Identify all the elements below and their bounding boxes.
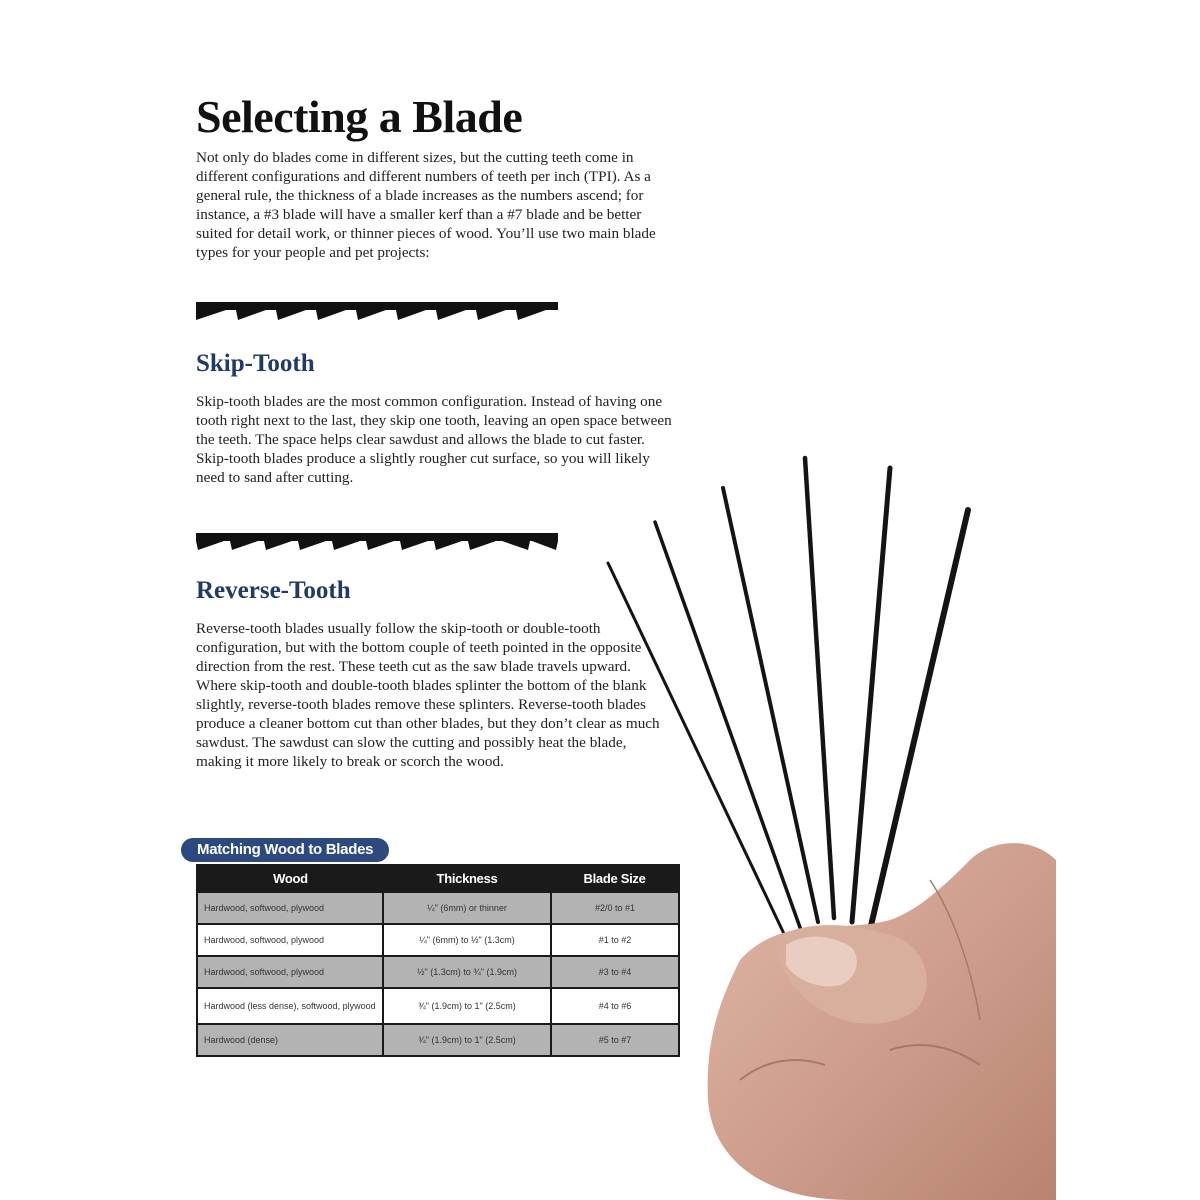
column-header-blade-size: Blade Size xyxy=(551,865,679,892)
cell-wood: Hardwood, softwood, plywood xyxy=(197,924,383,956)
cell-blade-size: #1 to #2 xyxy=(551,924,679,956)
cell-blade-size: #2/0 to #1 xyxy=(551,892,679,924)
skip-tooth-heading: Skip-Tooth xyxy=(196,350,315,377)
skip-tooth-paragraph: Skip-tooth blades are the most common configuration. Instead of having one tooth right next to the last, they skip one tooth, leaving an open space between the teeth. The space helps clear sawdust and allows the blade to cut faster. Skip-tooth blades produce a slightly rougher cut surface, so you will likely need to sand after cutting. xyxy=(196,393,672,486)
hand xyxy=(708,843,1056,1200)
page-title: Selecting a Blade xyxy=(196,91,523,142)
column-header-thickness: Thickness xyxy=(383,865,551,892)
table-title-tab: Matching Wood to Blades xyxy=(181,838,389,862)
cell-wood: Hardwood, softwood, plywood xyxy=(197,892,383,924)
cell-blade-size: #5 to #7 xyxy=(551,1024,679,1056)
reverse-tooth-heading: Reverse-Tooth xyxy=(196,577,351,604)
column-header-wood: Wood xyxy=(197,865,383,892)
intro-paragraph: Not only do blades come in different sizes, but the cutting teeth come in different configurations and different numbers of teeth per inch (TPI). As a general rule, the thickness of a blade increases as the numbers ascend; for instance, a #3 blade will have a smaller kerf than a #7 blade and be better suited for detail work, or thinner pieces of wood. You’ll use two main blade types for your people and pet projects: xyxy=(196,149,656,261)
cell-wood: Hardwood (less dense), softwood, plywood xyxy=(197,988,383,1024)
reverse-tooth-blade-illustration xyxy=(196,530,558,552)
cell-blade-size: #3 to #4 xyxy=(551,956,679,988)
reverse-tooth-paragraph: Reverse-tooth blades usually follow the skip-tooth or double-tooth configuration, but with the bottom couple of teeth pointed in the opposite direction from the rest. These teeth cut as the saw blade travels upward. Where skip-tooth and double-tooth blades splinter the bottom of the blank slightly, reverse-tooth blades remove these splinters. Reverse-tooth blades produce a cleaner bottom cut than other blades, but they don’t clear as much sawdust. The sawdust can slow the cutting and possibly heat the blade, making it more likely to break or scorch the wood. xyxy=(196,620,660,770)
cell-wood: Hardwood (dense) xyxy=(197,1024,383,1056)
cell-thickness: ¼" (6mm) to ½" (1.3cm) xyxy=(383,924,551,956)
skip-tooth-blade-illustration xyxy=(196,300,558,322)
cell-thickness: ¾" (1.9cm) to 1" (2.5cm) xyxy=(383,988,551,1024)
cell-thickness: ¼" (6mm) or thinner xyxy=(383,892,551,924)
cell-thickness: ½" (1.3cm) to ¾" (1.9cm) xyxy=(383,956,551,988)
hand-holding-blades-photo xyxy=(590,440,1070,1200)
cell-blade-size: #4 to #6 xyxy=(551,988,679,1024)
cell-thickness: ¾" (1.9cm) to 1" (2.5cm) xyxy=(383,1024,551,1056)
cell-wood: Hardwood, softwood, plywood xyxy=(197,956,383,988)
